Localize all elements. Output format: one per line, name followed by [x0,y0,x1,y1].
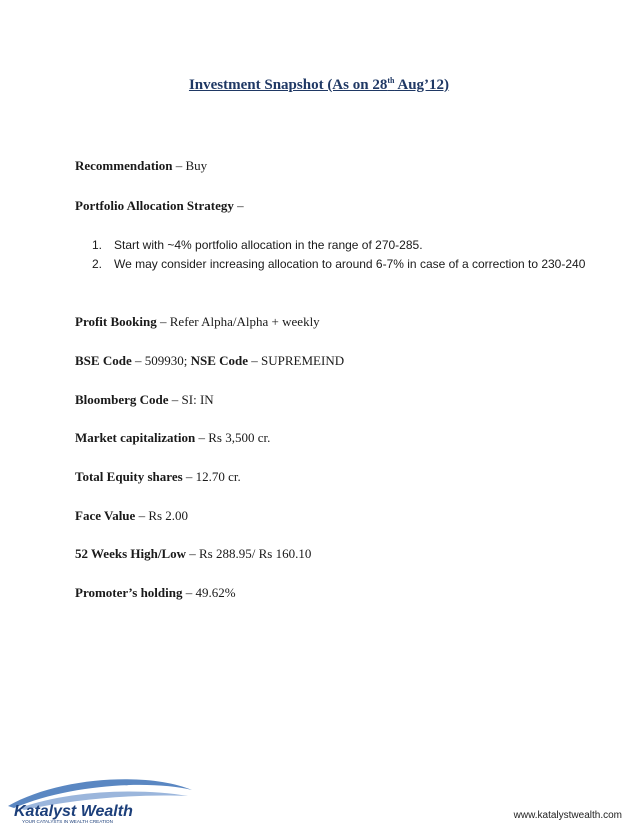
52-weeks-high-low: 52 Weeks High/Low – Rs 288.95/ Rs 160.10 [75,546,312,561]
logo-name: Katalyst Wealth [14,803,133,820]
face-value: Face Value – Rs 2.00 [75,508,189,523]
katalyst-wealth-logo [0,772,200,826]
list-item: 2. We may consider increasing allocation to around 6-7% in case of a correction to 230-240 [92,257,586,271]
portfolio-label: Portfolio Allocation Strategy [75,198,234,213]
strategy-list [92,236,592,274]
exchange-codes: BSE Code – 509930; NSE Code – SUPREMEIND [75,353,345,368]
market-capitalization: Market capitalization – Rs 3,500 cr. [75,430,271,445]
profit-booking: Profit Booking – Refer Alpha/Alpha + weekly [75,314,320,329]
total-equity-shares: Total Equity shares – 12.70 cr. [75,469,241,484]
title-superscript: th [387,76,395,85]
recommendation: Recommendation – Buy [75,158,208,173]
list-item: 1. Start with ~4% portfolio allocation in the range of 270-285. [92,238,423,252]
bse-code-label: BSE Code [75,353,132,368]
recommendation-label: Recommendation [75,158,173,173]
nse-code-label: NSE Code [190,353,249,368]
promoters-holding: Promoter’s holding – 49.62% [75,585,236,600]
page-title: Investment Snapshot (As on 28th Aug’12) [188,76,450,93]
recommendation-value: Buy [185,158,208,173]
logo-tagline: YOUR CATALYSTS IN WEALTH CREATION [22,819,113,824]
portfolio-allocation-strategy: Portfolio Allocation Strategy – [75,198,244,213]
footer-url[interactable]: www.katalystwealth.com [513,810,622,821]
bloomberg-code: Bloomberg Code – SI: IN [75,392,214,407]
